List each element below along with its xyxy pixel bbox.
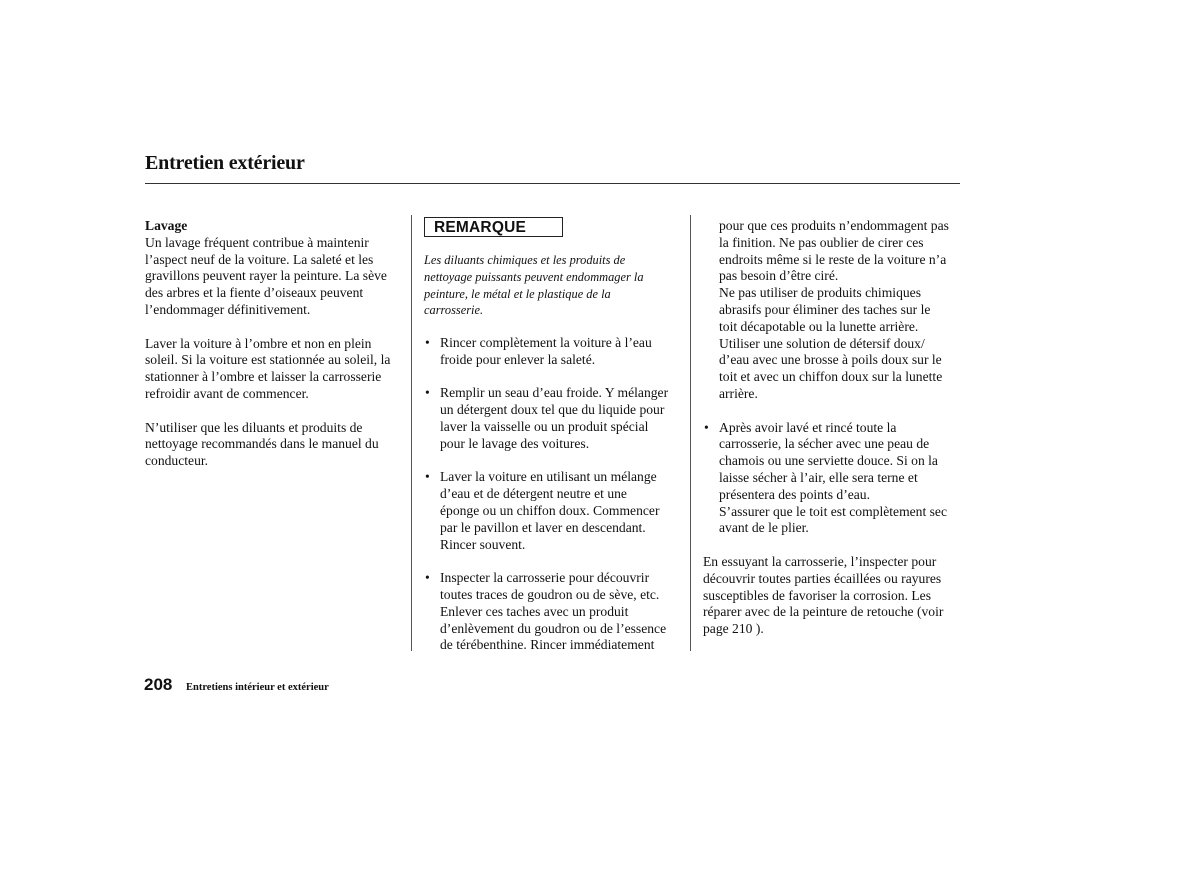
page-number: 208 bbox=[144, 675, 173, 694]
bullet-icon: • bbox=[704, 419, 709, 435]
continuation-text: pour que ces produits n’endommagent pas la finition. Ne pas oublier de cirer ces endroits même si le reste de la voiture n’a pas besoin d’être ciré. Ne pas utiliser de produits chimiques abrasifs pour éliminer des taches sur le toit décapotable ou la lunette arrière. Utiliser une solution de détersif doux/ d’eau avec une brosse à poils doux sur le toit et avec un chiffon doux sur la lunette arrière. bbox=[719, 218, 949, 401]
right-column bbox=[703, 218, 965, 638]
bullet-text: Inspecter la carrosserie pour découvrir toutes traces de goudron ou de sève, etc. Enlever ces taches avec un produit d’enlèvement du goudron ou de l’essence de térébenthine. Rincer immédiatement bbox=[440, 570, 667, 653]
bullet-icon: • bbox=[425, 469, 430, 485]
bullet-item bbox=[424, 335, 686, 369]
page-title: Entretien extérieur bbox=[145, 152, 305, 174]
bullet-icon: • bbox=[425, 570, 430, 586]
paragraph-shade: Laver la voiture à l’ombre et non en plein soleil. Si la voiture est stationnée au soleil, la stationner à l’ombre et laisser la carrosserie refroidir avant de commencer. bbox=[145, 335, 391, 401]
lavage-subheading: Lavage bbox=[145, 218, 188, 233]
bullet-item bbox=[424, 385, 686, 452]
bullet-text: Remplir un seau d’eau froide. Y mélanger un détergent doux tel que du liquide pour laver la vaisselle ou un produit spécial pour le lavage des voitures. bbox=[440, 385, 669, 451]
bullet-text: Laver la voiture en utilisant un mélange d’eau et de détergent neutre et une éponge ou un chiffon doux. Commencer par le pavillon et laver en descendant. Rincer souvent. bbox=[440, 469, 660, 552]
left-column bbox=[145, 218, 400, 470]
bullet-icon: • bbox=[425, 335, 430, 350]
paragraph-products: N’utiliser que les diluants et produits de nettoyage recommandés dans le manuel du conducteur. bbox=[145, 419, 379, 469]
column-divider-right bbox=[690, 215, 691, 651]
closing-paragraph: En essuyant la carrosserie, l’inspecter pour découvrir toutes parties écaillées ou rayures susceptibles de favoriser la corrosion. Les réparer avec de la peinture de retouche (voir page 210 ). bbox=[703, 553, 944, 637]
bullet-item bbox=[424, 469, 686, 553]
bullet-text: Rincer complètement la voiture à l’eau froide pour enlever la saleté. bbox=[440, 335, 652, 367]
paragraph-intro: Un lavage fréquent contribue à maintenir l’aspect neuf de la voiture. La saleté et les gravillons peuvent rayer la peinture. La sève des arbres et la fiente d’oiseaux peuvent l’endommager définitivement. bbox=[145, 234, 387, 317]
middle-column-bullets bbox=[424, 335, 686, 654]
column-divider-left bbox=[411, 215, 412, 651]
bullet-item bbox=[703, 420, 965, 538]
notice-box bbox=[424, 217, 563, 237]
footer-section-title: Entretiens intérieur et extérieur bbox=[186, 682, 329, 693]
bullet-item bbox=[424, 570, 686, 654]
bullet-icon: • bbox=[425, 385, 430, 401]
notice-text: Les diluants chimiques et les produits de nettoyage puissants peuvent endommager la peinture, le métal et le plastique de la carrosserie. bbox=[424, 253, 644, 318]
bullet-text: Après avoir lavé et rincé toute la carrosserie, la sécher avec une peau de chamois ou une serviette douce. Si on la laisse sécher à l’air, elle sera terne et présentera des points d’eau. S’assurer que le toit est complètement sec avant de le plier. bbox=[719, 419, 948, 536]
notice-label: REMARQUE bbox=[434, 219, 527, 236]
header-rule bbox=[145, 183, 960, 184]
